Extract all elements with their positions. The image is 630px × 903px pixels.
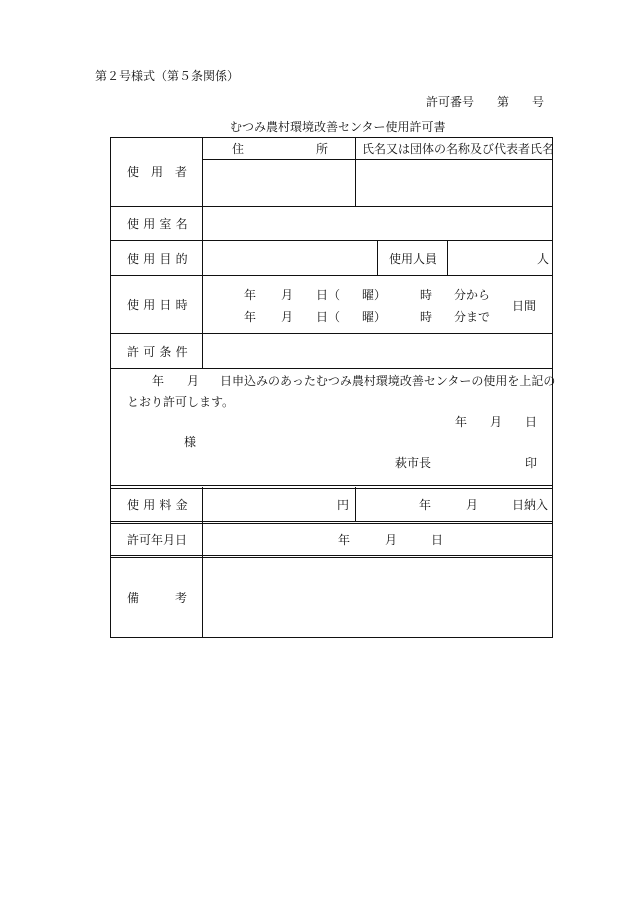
start-year: 年	[244, 288, 257, 302]
permit-number-dai: 第	[497, 95, 510, 109]
name-header: 氏名又は団体の名称及び代表者氏名	[362, 142, 555, 156]
end-month: 月	[281, 310, 294, 324]
form-label: 第２号様式（第５条関係）	[95, 69, 240, 83]
statement-month: 月	[187, 374, 200, 388]
start-weekday: 曜）	[362, 288, 387, 302]
permit-date-day: 日	[431, 533, 444, 547]
start-day: 日（	[316, 288, 341, 302]
conditions-label: 許可条件	[127, 345, 192, 359]
people-label: 使用人員	[389, 252, 438, 266]
issuer-name: 萩市長	[395, 456, 432, 470]
fee-yen: 円	[337, 498, 350, 512]
statement-year: 年	[152, 374, 165, 388]
permit-date-month: 月	[385, 533, 398, 547]
room-field[interactable]	[204, 208, 550, 239]
start-minute: 分から	[454, 288, 491, 302]
end-year: 年	[244, 310, 257, 324]
end-hour: 時	[420, 310, 433, 324]
permit-date-year: 年	[338, 533, 351, 547]
fee-month: 月	[466, 498, 479, 512]
issue-date-month: 月	[490, 415, 503, 429]
address-field[interactable]	[204, 161, 353, 204]
issue-date-day: 日	[525, 415, 538, 429]
end-minute: 分まで	[454, 310, 491, 324]
remarks-field[interactable]	[204, 559, 550, 635]
honorific-sama: 様	[184, 435, 197, 449]
permit-number-go: 号	[532, 95, 545, 109]
name-field[interactable]	[357, 161, 550, 204]
end-weekday: 曜）	[362, 310, 387, 324]
page-title: むつみ農村環境改善センター使用許可書	[230, 120, 446, 134]
purpose-field[interactable]	[204, 242, 375, 274]
people-unit: 人	[537, 252, 550, 266]
address-header: 住 所	[232, 142, 329, 156]
issue-date-year: 年	[455, 415, 468, 429]
remarks-label: 備 考	[127, 591, 188, 605]
start-hour: 時	[420, 288, 433, 302]
start-month: 月	[281, 288, 294, 302]
fee-paid: 日納入	[512, 498, 549, 512]
fee-field[interactable]	[204, 490, 334, 520]
statement-line1: 日申込みのあったむつみ農村環境改善センターの使用を上記の	[220, 374, 556, 388]
end-day: 日（	[316, 310, 341, 324]
people-field[interactable]	[449, 242, 534, 274]
conditions-field[interactable]	[204, 335, 550, 367]
permit-number-label: 許可番号	[426, 95, 475, 109]
room-label: 使用室名	[127, 217, 192, 231]
applicant-label: 使 用 者	[127, 165, 188, 179]
seal-mark: 印	[525, 456, 538, 470]
purpose-label: 使用目的	[127, 252, 192, 266]
days-label: 日間	[512, 299, 537, 313]
permit-date-label: 許可年月日	[127, 533, 188, 547]
fee-year: 年	[419, 498, 432, 512]
statement-line2: とおり許可します。	[127, 395, 235, 409]
fee-label: 使用料金	[127, 498, 192, 512]
datetime-label: 使用日時	[127, 298, 192, 312]
